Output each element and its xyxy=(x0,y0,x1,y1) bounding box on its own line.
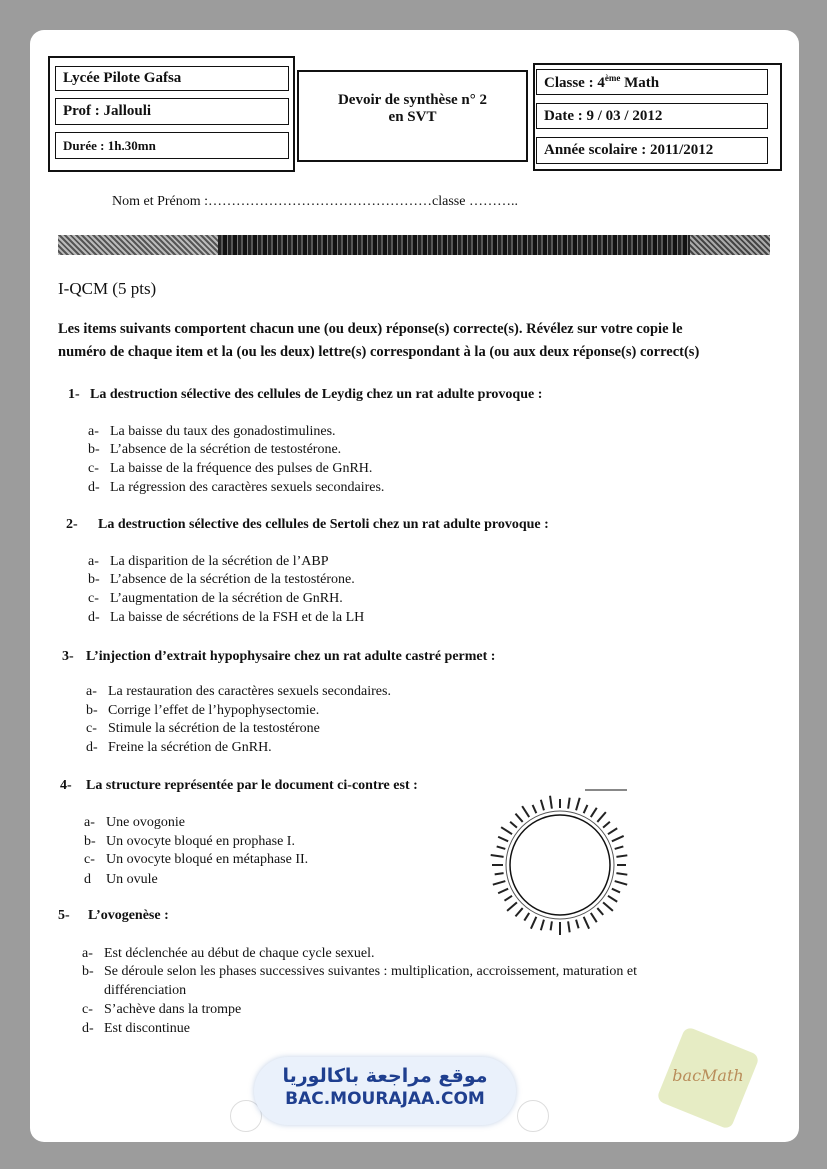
follicle-cell xyxy=(616,855,627,857)
q1-option-a: a- La baisse du taux des gonadostimulines. xyxy=(88,424,336,439)
follicle-cell xyxy=(498,889,508,894)
follicle-cell xyxy=(608,828,617,834)
question-2: 2- La destruction sélective des cellules de Sertoli chez un rat adulte provoque : xyxy=(66,517,549,532)
class-cell xyxy=(536,69,768,95)
follicle-cell xyxy=(524,913,529,921)
right-logo-icon xyxy=(517,1100,549,1132)
class-label: Classe : 4ème Math xyxy=(544,72,660,91)
oocyte-figure xyxy=(485,787,635,937)
follicle-cell xyxy=(551,921,552,930)
prof-cell xyxy=(55,98,289,125)
follicle-cell xyxy=(591,913,597,922)
q5-option-c: c- S’achève dans la trompe xyxy=(82,1002,242,1017)
follicle-cell xyxy=(533,805,537,813)
follicle-cell xyxy=(568,798,570,809)
duration-cell xyxy=(55,132,289,159)
site-link-pill[interactable] xyxy=(254,1057,516,1125)
q2-option-c: c- L’augmentation de la sécrétion de GnRH. xyxy=(88,591,343,606)
follicle-cell xyxy=(597,908,603,915)
site-name-arabic: موقع مراجعة باكالوريا xyxy=(282,1065,488,1087)
follicle-cell xyxy=(522,806,529,817)
q3-option-c: c- Stimule la sécrétion de la testostérone xyxy=(86,721,320,736)
year-cell xyxy=(536,137,768,164)
q1-option-c: c- La baisse de la fréquence des pulses de GnRH. xyxy=(88,461,373,476)
follicle-cell xyxy=(497,846,506,849)
follicle-cell xyxy=(491,855,504,857)
follicle-cell xyxy=(541,920,544,931)
follicle-cell xyxy=(507,902,517,911)
site-url[interactable]: BAC.MOURAJAA.COM xyxy=(285,1089,485,1109)
follicle-cell xyxy=(615,846,624,849)
q5-option-b: b- Se déroule selon les phases successives suivantes : multiplication, accroissement, maturation et xyxy=(82,964,638,979)
bacmath-badge-text: bacMath xyxy=(672,1066,744,1085)
follicle-cell xyxy=(515,814,522,822)
follicle-cell xyxy=(541,800,544,811)
exam-title-box xyxy=(297,70,528,162)
follicle-cell xyxy=(603,902,613,911)
q2-option-d: d- La baisse de sécrétions de la FSH et de la LH xyxy=(88,610,365,625)
follicle-cell xyxy=(612,889,620,893)
question-5: 5- L’ovogenèse : xyxy=(58,908,169,923)
school-cell xyxy=(55,66,289,91)
follicle-cell xyxy=(495,873,504,874)
follicle-cell xyxy=(510,822,517,828)
question-1: 1- La destruction sélective des cellules de Leydig chez un rat adulte provoque : xyxy=(68,387,543,402)
q1-option-d: d- La régression des caractères sexuels secondaires. xyxy=(88,480,385,495)
follicle-cell xyxy=(608,896,617,902)
school-name: Lycée Pilote Gafsa xyxy=(63,70,182,86)
follicle-cell xyxy=(612,836,624,841)
exam-sheet xyxy=(30,30,799,1142)
q3-option-d: d- Freine la sécrétion de GnRH. xyxy=(86,740,272,755)
intro-line-2: numéro de chaque item et la (ou les deux) lettre(s) correspondant à la (ou aux deux réponse(s) correct(s) xyxy=(58,344,700,360)
follicle-cell xyxy=(576,920,579,929)
decorative-band xyxy=(58,235,770,255)
follicle-cell xyxy=(603,822,610,828)
q5-option-b-cont: différenciation xyxy=(104,983,187,998)
name-line: Nom et Prénom :…………………………………………classe ……….. xyxy=(112,194,518,209)
follicle-cell xyxy=(615,881,627,885)
q2-option-a: a- La disparition de la sécrétion de l’ABP xyxy=(88,554,329,569)
prof-name: Prof : Jallouli xyxy=(63,103,152,119)
q5-option-d: d- Est discontinue xyxy=(82,1021,190,1036)
date-cell xyxy=(536,103,768,129)
exam-subject: en SVT xyxy=(388,109,437,125)
q1-option-b: b- L’absence de la sécrétion de testostérone. xyxy=(88,442,342,457)
question-3: 3- L’injection d’extrait hypophysaire chez un rat adulte castré permet : xyxy=(62,649,496,664)
follicle-cell xyxy=(493,881,505,885)
follicle-cell xyxy=(584,805,588,813)
question-4: 4- La structure représentée par le document ci-contre est : xyxy=(60,778,418,793)
follicle-cell xyxy=(550,796,552,809)
intro-line-1: Les items suivants comportent chacun une (ou deux) réponse(s) correcte(s). Révélez sur votre copie le xyxy=(58,321,683,337)
q2-option-b: b- L’absence de la sécrétion de la testostérone. xyxy=(88,572,355,587)
q4-option-b: b- Un ovocyte bloqué en prophase I. xyxy=(84,834,295,849)
follicle-cell xyxy=(591,808,597,817)
follicle-cell xyxy=(584,917,589,929)
follicle-cell xyxy=(498,837,508,842)
section-title: I-QCM (5 pts) xyxy=(58,279,157,298)
school-year: Année scolaire : 2011/2012 xyxy=(544,142,714,158)
follicle-cell xyxy=(568,921,570,932)
duration: Durée : 1h.30mn xyxy=(63,137,156,153)
follicle-cell xyxy=(501,827,512,834)
follicle-cell xyxy=(515,908,522,916)
follicle-cell xyxy=(597,812,606,822)
follicle-cell xyxy=(531,917,536,929)
exam-title: Devoir de synthèse n° 2 xyxy=(337,92,488,108)
q5-option-a: a- Est déclenchée au début de chaque cycle sexuel. xyxy=(82,946,375,961)
exam-date: Date : 9 / 03 / 2012 xyxy=(544,107,663,124)
q4-option-a: a- Une ovogonie xyxy=(84,815,185,830)
follicle-cell xyxy=(616,873,627,875)
q3-option-a: a- La restauration des caractères sexuels secondaires. xyxy=(86,684,391,699)
q3-option-b: b- Corrige l’effet de l’hypophysectomie. xyxy=(86,703,320,718)
follicle-cell xyxy=(504,896,512,901)
q4-option-c: c- Un ovocyte bloqué en métaphase II. xyxy=(84,852,309,867)
q4-option-d: d Un ovule xyxy=(84,872,158,887)
follicle-cell xyxy=(576,798,580,810)
